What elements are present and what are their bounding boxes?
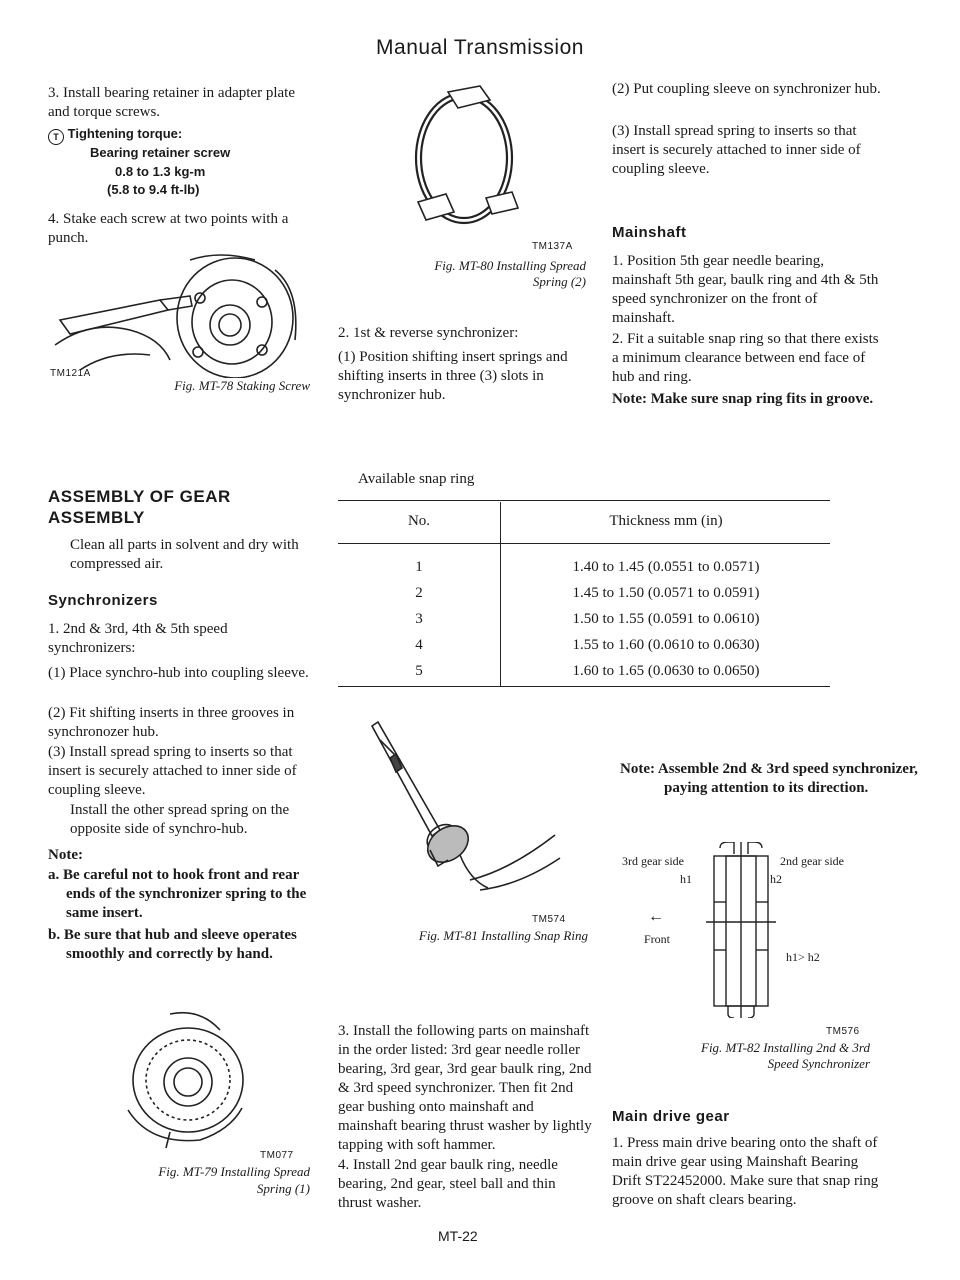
table-row-no: 4 bbox=[415, 637, 423, 653]
diag-front: Front bbox=[644, 932, 671, 946]
torque-label: Tightening torque: bbox=[67, 126, 183, 141]
sync-step-1b: (2) Fit shifting inserts in three grooves in synchronozer hub. bbox=[48, 705, 295, 740]
main-drive-step-1: 1. Press main drive bearing onto the shaft of main drive gear using Mainshaft Bearing Drift ST22452000. Make sure that snap ring groove on shaft clears bearing. bbox=[612, 1135, 879, 1208]
note-a: a. Be careful not to hook front and rear ends of the synchronizer spring to the same insert. bbox=[48, 867, 307, 921]
table-row-thickness: 1.60 to 1.65 (0.0630 to 0.0650) bbox=[572, 663, 760, 679]
diag-h2: h2 bbox=[770, 872, 782, 886]
diag-h1: h1 bbox=[680, 872, 692, 886]
diag-3rd-gear-side: 3rd gear side bbox=[622, 854, 684, 868]
section-title-line1: ASSEMBLY OF GEAR bbox=[48, 487, 231, 506]
snap-ring-table bbox=[338, 500, 830, 687]
intro-text: Clean all parts in solvent and dry with compressed air. bbox=[70, 537, 299, 572]
fig80-caption-line1: Fig. MT-80 Installing Spread bbox=[434, 258, 586, 273]
table-row-thickness: 1.50 to 1.55 (0.0591 to 0.0610) bbox=[572, 611, 760, 627]
section-title-line2: ASSEMBLY bbox=[48, 508, 145, 527]
torque-item: Bearing retainer screw bbox=[90, 145, 231, 160]
staking-screw-illustration bbox=[50, 250, 306, 378]
sync-step-1c: (3) Install spread spring to inserts so that insert is securely attached to inner side of coupling sleeve. bbox=[48, 744, 297, 798]
fig79-caption-line2: Spring (1) bbox=[256, 1181, 310, 1196]
page-header: Manual Transmission bbox=[376, 36, 584, 59]
spread-spring-1-illustration bbox=[110, 1010, 260, 1150]
step-3-mainshaft: 3. Install the following parts on mainshaft in the order listed: 3rd gear needle roller bearing, 3rd gear, 3rd gear baulk ring, 2nd & 3rd speed synchronizer. Then fit 2nd gear bushing onto mainshaft and mainshaft bearing thrust washer by lightly tapping with soft hammer. bbox=[338, 1023, 592, 1153]
torque-value-imperial: (5.8 to 9.4 ft-lb) bbox=[107, 182, 200, 197]
sync-step-1a: (1) Place synchro-hub into coupling sleeve. bbox=[48, 665, 309, 681]
fig81-caption: Fig. MT-81 Installing Snap Ring bbox=[418, 928, 588, 943]
torque-icon: T bbox=[48, 129, 64, 145]
note-label: Note: bbox=[48, 847, 83, 863]
table-row-no: 3 bbox=[415, 611, 423, 627]
sync-step-1d: Install the other spread spring on the opposite side of synchro-hub. bbox=[70, 802, 290, 837]
front-arrow-icon: ← bbox=[648, 908, 664, 925]
step-3-text: 3. Install bearing retainer in adapter plate and torque screws. bbox=[48, 85, 295, 120]
fig78-caption: Fig. MT-78 Staking Screw bbox=[174, 378, 310, 393]
spread-spring-2-illustration bbox=[400, 80, 530, 240]
fig82-code: TM576 bbox=[826, 1026, 860, 1037]
fig79-code: TM077 bbox=[260, 1150, 294, 1161]
synchronizers-heading: Synchronizers bbox=[48, 592, 158, 609]
fig80-code: TM137A bbox=[532, 241, 573, 252]
page-number: MT-22 bbox=[438, 1228, 478, 1244]
step-4-text: 4. Stake each screw at two points with a punch. bbox=[48, 211, 289, 246]
fig78-code: TM121A bbox=[50, 368, 91, 379]
main-drive-gear-heading: Main drive gear bbox=[612, 1108, 730, 1125]
assembly-note: Note: Assemble 2nd & 3rd speed synchronizer, paying attention to its direction. bbox=[620, 761, 918, 796]
mainshaft-step-1: 1. Position 5th gear needle bearing, mainshaft 5th gear, baulk ring and 4th & 5th speed synchronizer on the front of mainshaft. bbox=[612, 253, 879, 326]
table-row-no: 2 bbox=[415, 585, 423, 601]
fig79-caption-line1: Fig. MT-79 Installing Spread bbox=[158, 1164, 310, 1179]
snap-ring-title: Available snap ring bbox=[358, 471, 475, 487]
diag-2nd-gear-side: 2nd gear side bbox=[780, 854, 844, 868]
note-b: b. Be sure that hub and sleeve operates smoothly and correctly by hand. bbox=[48, 927, 297, 962]
mainshaft-note: Note: Make sure snap ring fits in groove. bbox=[612, 391, 874, 407]
right-step-2: (2) Put coupling sleeve on synchronizer hub. bbox=[612, 81, 881, 97]
fig81-code: TM574 bbox=[532, 914, 566, 925]
step-2-1-text: (1) Position shifting insert springs and shifting inserts in three (3) slots in synchronizer hub. bbox=[338, 349, 568, 403]
step-4-mainshaft: 4. Install 2nd gear baulk ring, needle bearing, 2nd gear, steel ball and thin thrust washer. bbox=[338, 1157, 558, 1211]
torque-value-metric: 0.8 to 1.3 kg-m bbox=[115, 164, 206, 179]
table-header-no: No. bbox=[407, 513, 431, 529]
fig82-caption-line1: Fig. MT-82 Installing 2nd & 3rd bbox=[701, 1040, 870, 1055]
fig82-caption-line2: Speed Synchronizer bbox=[767, 1056, 870, 1071]
table-row-thickness: 1.45 to 1.50 (0.0571 to 0.0591) bbox=[572, 585, 760, 601]
right-step-3: (3) Install spread spring to inserts so that insert is securely attached to inner side of coupling sleeve. bbox=[612, 123, 861, 177]
diag-comparison: h1> h2 bbox=[786, 950, 820, 964]
mainshaft-step-2: 2. Fit a suitable snap ring so that there exists a minimum clearance between end face of hub and ring. bbox=[612, 331, 879, 385]
table-row-thickness: 1.40 to 1.45 (0.0551 to 0.0571) bbox=[572, 559, 760, 575]
mainshaft-heading: Mainshaft bbox=[612, 224, 687, 241]
table-header-thickness: Thickness mm (in) bbox=[609, 513, 723, 529]
snap-ring-illustration bbox=[370, 720, 580, 910]
step-2-text: 2. 1st & reverse synchronizer: bbox=[338, 325, 519, 341]
synchronizer-direction-diagram bbox=[706, 842, 776, 1018]
torque-block bbox=[48, 126, 182, 145]
table-row-thickness: 1.55 to 1.60 (0.0610 to 0.0630) bbox=[572, 637, 760, 653]
table-row-no: 1 bbox=[415, 559, 423, 575]
fig80-caption-line2: Spring (2) bbox=[532, 274, 586, 289]
sync-step-1: 1. 2nd & 3rd, 4th & 5th speed synchronizers: bbox=[48, 621, 228, 656]
table-row-no: 5 bbox=[415, 663, 423, 679]
